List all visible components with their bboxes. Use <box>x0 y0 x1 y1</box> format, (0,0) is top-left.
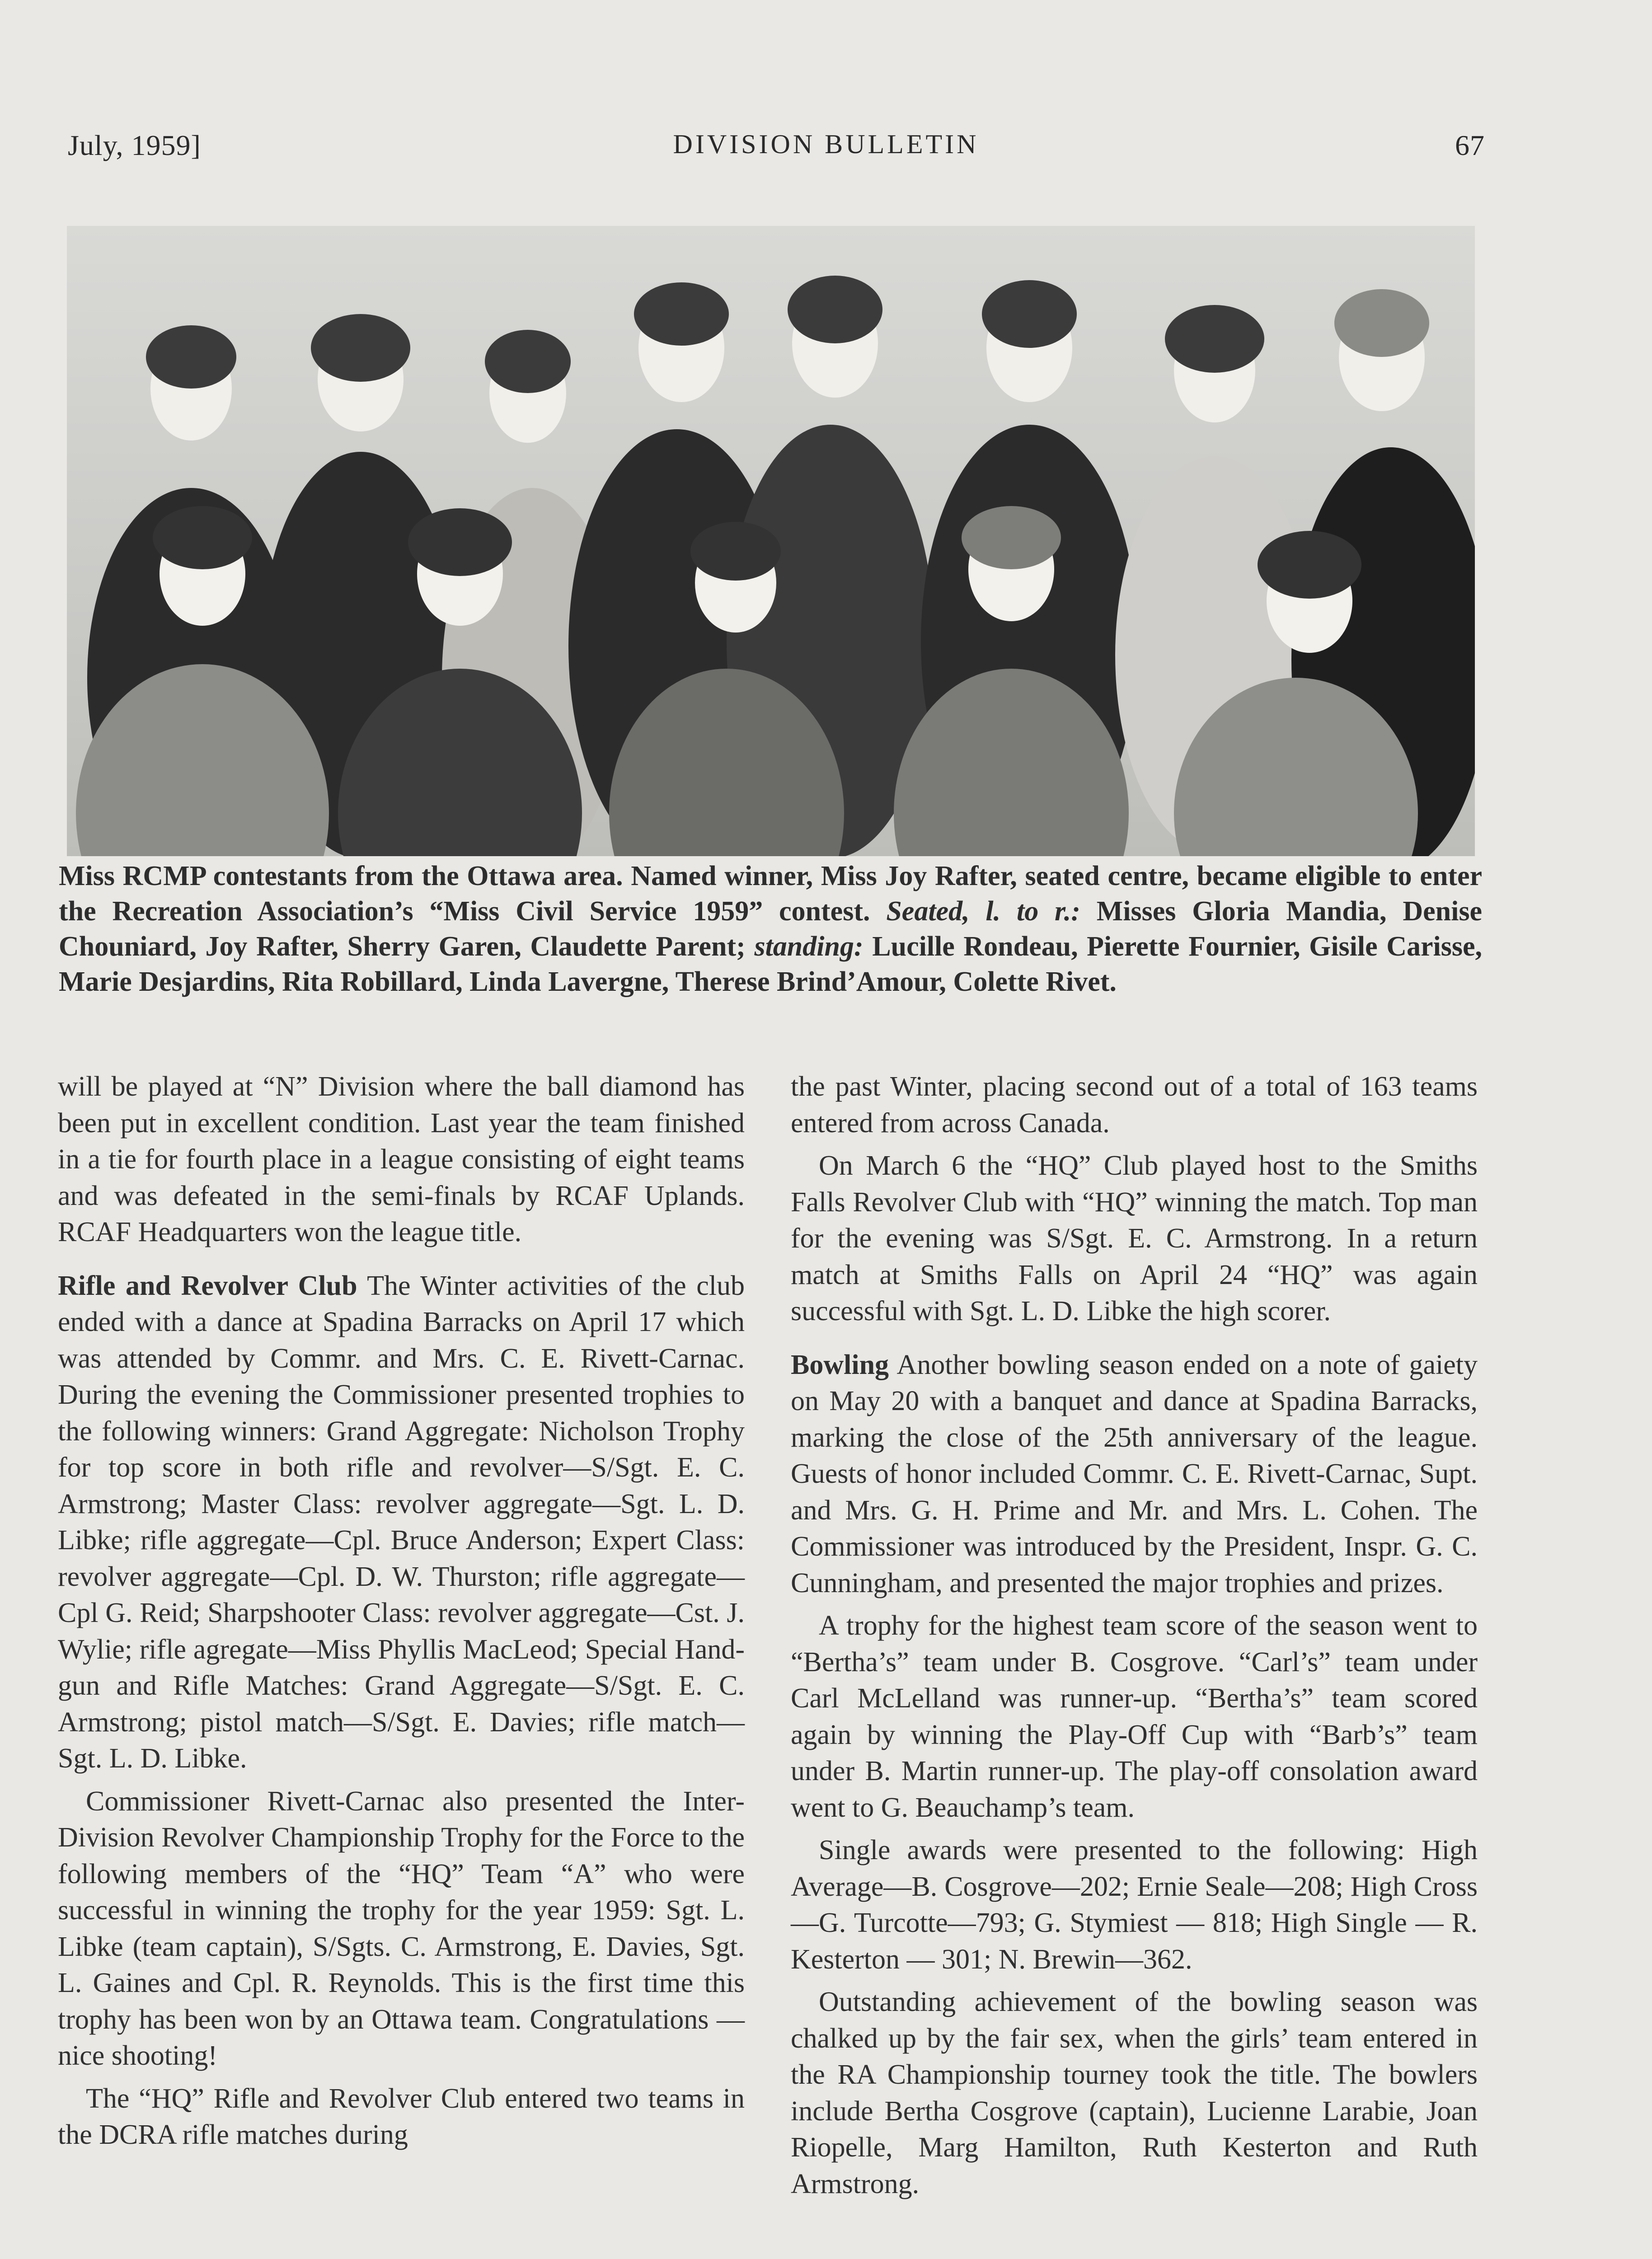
bulletin-title: DIVISION BULLETIN <box>673 129 979 159</box>
left-paragraph-1: will be played at “N” Division where the ball diamond has been put in excellent condition. Last year the team finished in a tie for fourth place in a league consisting of eight teams and was defeated in the semi-finals by RCAF Uplands. RCAF Headquarters won the league title. <box>58 1071 745 1247</box>
right-paragraph-5: Single awards were presented to the following: High Average—B. Cosgrove—202; Ernie Seale—208; High Cross—G. Turcotte—793; G. Stymiest — 818; High Single — R. Kesterton — 301; N. Brewin—362. <box>791 1835 1478 1975</box>
caption-intro: Miss RCMP contestants from the Ottawa area. Named winner, Miss Joy Rafter, seated centre, became eligible to enter the Recreation Association’s “Miss Civil Service 1959” contest. <box>59 861 1482 927</box>
caption-seated-label: Seated, l. to r.: <box>886 896 1080 927</box>
rifle-heading: Rifle and Revolver Club <box>58 1270 357 1301</box>
caption-seated-names: Misses Gloria Mandia, Denise Chouniard, Joy Rafter, Sherry Garen, Claudette Parent; <box>59 896 1482 962</box>
right-column <box>791 1069 1478 2208</box>
right-paragraph-4: A trophy for the highest team score of the season went to “Bertha’s” team under B. Cosgrove. “Carl’s” team under Carl McLelland was runner-up. “Bertha’s” team scored again by winning the Play-Off Cup with “Barb’s” team under B. Martin runner-up. The play-off consolation award went to G. Beauchamp’s team. <box>791 1610 1478 1823</box>
issue-date: July, 1959] <box>68 129 201 161</box>
photo-caption <box>59 858 1482 999</box>
right-paragraph-6: Outstanding achievement of the bowling season was chalked up by the fair sex, when the girls’ team entered in the RA Championship tourney took the title. The bowlers include Bertha Cosgrove (captain), Lucienne Larabie, Joan Riopelle, Marg Hamilton, Ruth Kesterton and Ruth Armstrong. <box>791 1987 1478 2199</box>
left-paragraph-4: The “HQ” Rifle and Revolver Club entered two teams in the DCRA rifle matches during <box>58 2083 745 2150</box>
bowling-heading: Bowling <box>791 1349 889 1380</box>
right-paragraph-2: On March 6 the “HQ” Club played host to the Smiths Falls Revolver Club with “HQ” winning the match. Top man for the evening was S/Sgt. E. C. Armstrong. In a return match at Smiths Falls on April 24 “HQ” was again successful with Sgt. L. D. Libke the high scorer. <box>791 1150 1478 1326</box>
left-paragraph-2: The Winter activities of the club ended with a dance at Spadina Barracks on April 17 which was attended by Commr. and Mrs. C. E. Rivett-Carnac. During the evening the Commissioner presented trophies to the following winners: Grand Aggregate: Nicholson Trophy for top score in both rifle and revolver—S/Sgt. E. C. Armstrong; Master Class: revolver aggregate—Sgt. L. D. Libke; rifle aggregate—Cpl. Bruce Anderson; Expert Class: revolver aggregate—Cpl. D. W. Thurston; rifle aggregate—Cpl G. Reid; Sharpshooter Class: revolver aggregate—Cst. J. Wylie; rifle agregate—Miss Phyllis MacLeod; Special Hand-gun and Rifle Matches: Grand Aggregate—S/Sgt. E. C. Armstrong; pistol match—S/Sgt. E. Davies; rifle match—Sgt. L. D. Libke. <box>58 1270 745 1774</box>
group-photo-illustration <box>67 226 1475 856</box>
caption-standing-label: standing: <box>754 931 864 962</box>
bowling-section <box>791 1347 1478 1602</box>
group-photo <box>67 226 1475 856</box>
rifle-section <box>58 1268 745 1777</box>
caption-standing-names: Lucille Rondeau, Pierette Fournier, Gisile Carisse, Marie Desjardins, Rita Robillard, Linda Lavergne, Therese Brind’Amour, Colette Rivet. <box>59 931 1483 997</box>
left-paragraph-3: Commissioner Rivett-Carnac also presented the Inter-Division Revolver Championship Trophy for the Force to the following members of the “HQ” Team “A” who were successful in winning the trophy for the year 1959: Sgt. L. Libke (team captain), S/Sgts. C. Armstrong, E. Davies, Sgt. L. Gaines and Cpl. R. Reynolds. This is the first time this trophy has been won by an Ottawa team. Congratulations —nice shooting! <box>58 1786 745 2071</box>
left-column <box>58 1069 745 2160</box>
right-paragraph-3: Another bowling season ended on a note of gaiety on May 20 with a banquet and dance at Spadina Barracks, marking the close of the 25th anniversary of the league. Guests of honor included Commr. C. E. Rivett-Carnac, Supt. and Mrs. G. H. Prime and Mr. and Mrs. L. Cohen. The Commissioner was introduced by the President, Inspr. G. C. Cunningham, and presented the major trophies and prizes. <box>791 1349 1478 1598</box>
page-number: 67 <box>1455 129 1485 161</box>
right-paragraph-1: the past Winter, placing second out of a total of 163 teams entered from across Canada. <box>791 1071 1478 1139</box>
